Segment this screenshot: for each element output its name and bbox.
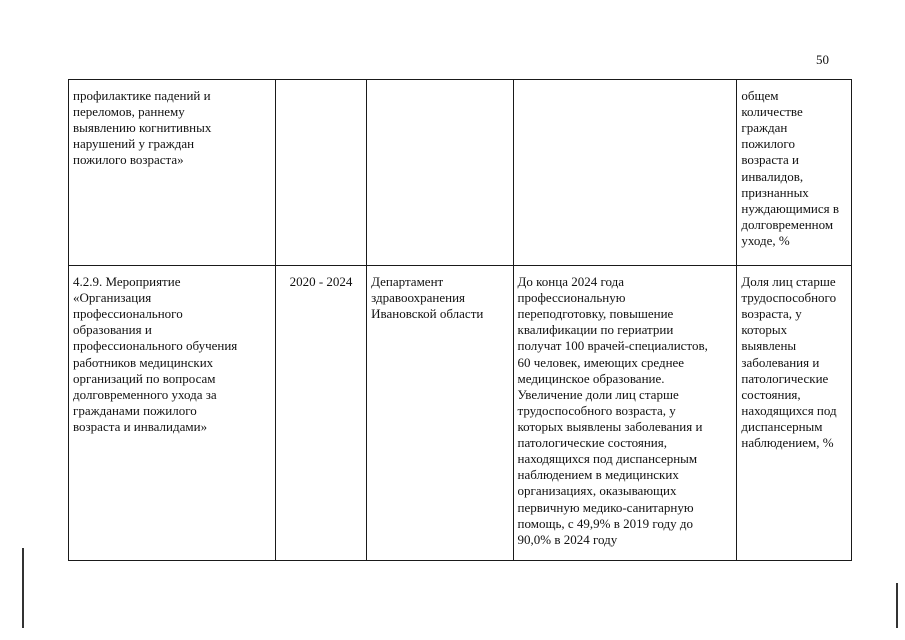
measure-text: профилактике падений и переломов, раннему выявлению когнитивных нарушений у граждан пожилого возраста» bbox=[73, 88, 212, 168]
indicator-cell bbox=[737, 266, 852, 561]
measures-table bbox=[68, 79, 852, 561]
indicator-cell bbox=[737, 80, 852, 266]
page-number: 50 bbox=[816, 52, 829, 67]
period-cell bbox=[275, 266, 366, 561]
result-cell bbox=[513, 80, 737, 266]
table-row bbox=[69, 266, 852, 561]
executor-cell bbox=[367, 80, 513, 266]
period-cell bbox=[275, 80, 366, 266]
right-scan-mark bbox=[896, 583, 898, 628]
indicator-text: общем количестве граждан пожилого возраста и инвалидов, признанных нуждающимися в долговременном уходе, % bbox=[741, 88, 840, 248]
indicator-text: Доля лиц старше трудоспособного возраста, у которых выявлены заболевания и патологические состояния, находящихся под диспансерным наблюдением, % bbox=[741, 274, 837, 451]
period-text: 2020 - 2024 bbox=[289, 274, 353, 289]
measure-text: 4.2.9. Мероприятие «Организация профессионального образования и профессионального обучения работников медицинских организаций по вопросам долговременного ухода за гражданами пожилого возраста и инвалидами» bbox=[73, 274, 238, 434]
executor-text: Департамент здравоохранения Ивановской области bbox=[371, 274, 484, 322]
result-text: До конца 2024 года профессиональную переподготовку, повышение квалификации по гериатрии получат 100 врачей-специалистов, 60 человек, имеющих среднее медицинское образование. Увеличение доли лиц старше трудоспособного возраста, у которых выявлены заболевания и патологические состояния, находящихся под диспансерным наблюдением в медицинских организациях, оказывающих первичную медико-санитарную помощь, с 49,9% в 2019 году до 90,0% в 2024 году bbox=[517, 274, 708, 547]
measure-cell bbox=[69, 266, 276, 561]
measure-cell bbox=[69, 80, 276, 266]
executor-cell bbox=[367, 266, 513, 561]
result-cell bbox=[513, 266, 737, 561]
left-scan-mark bbox=[22, 548, 24, 628]
table-row bbox=[69, 80, 852, 266]
